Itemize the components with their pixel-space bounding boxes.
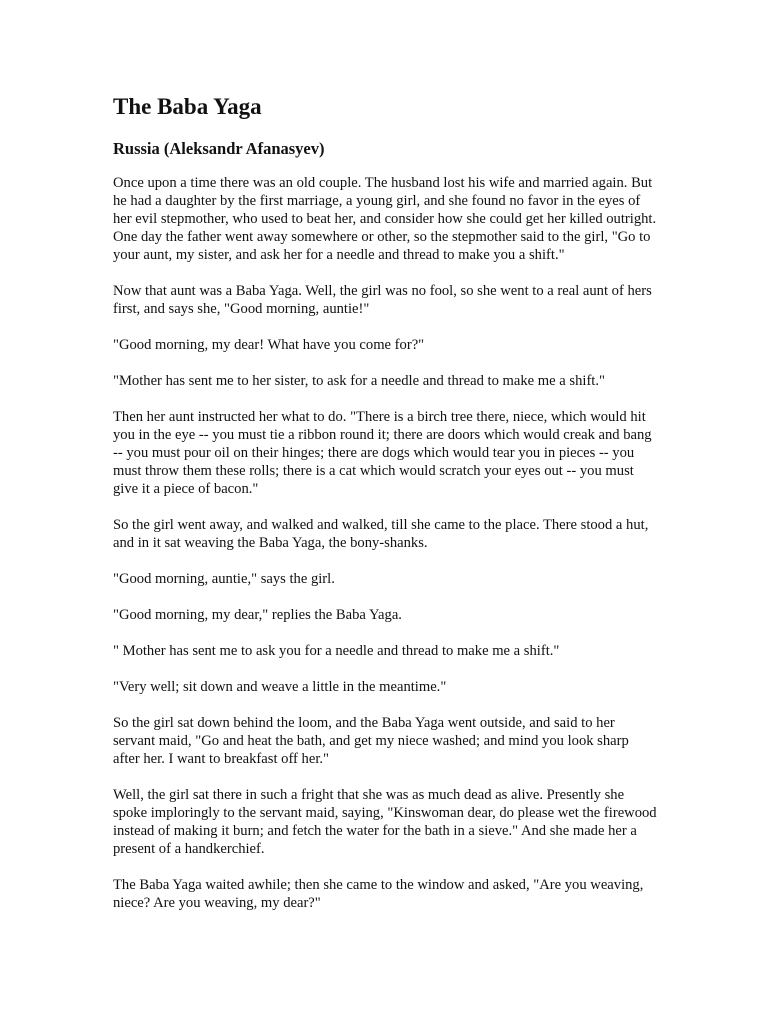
paragraph: So the girl sat down behind the loom, and the Baba Yaga went outside, and said to her servant maid, "Go and heat the bath, and get my niece washed; and mind you look sharp after her. I want to breakfast off her."	[113, 715, 629, 767]
document-page	[113, 90, 658, 930]
paragraph: "Good morning, my dear! What have you come for?"	[113, 337, 425, 353]
paragraph: So the girl went away, and walked and walked, till she came to the place. There stood a hut, and in it sat weaving the Baba Yaga, the bony-shanks.	[113, 517, 649, 551]
paragraph: "Good morning, auntie," says the girl.	[113, 571, 335, 587]
paragraph: The Baba Yaga waited awhile; then she came to the window and asked, "Are you weaving, niece? Are you weaving, my dear?"	[113, 877, 644, 911]
paragraph: Now that aunt was a Baba Yaga. Well, the girl was no fool, so she went to a real aunt of hers first, and says she, "Good morning, auntie!"	[113, 283, 652, 317]
paragraph: " Mother has sent me to ask you for a needle and thread to make me a shift."	[113, 643, 560, 659]
paragraph: "Mother has sent me to her sister, to ask for a needle and thread to make me a shift."	[113, 373, 605, 389]
paragraph: "Very well; sit down and weave a little in the meantime."	[113, 679, 447, 695]
paragraph: Then her aunt instructed her what to do. "There is a birch tree there, niece, which would hit you in the eye -- you must tie a ribbon round it; there are doors which would creak and bang -- you must pour oil on their hinges; there are dogs which would tear you in pieces -- you must throw them these rolls; there is a cat which would scratch your eyes out -- you must give it a piece of bacon."	[113, 409, 652, 497]
page-subtitle: Russia (Aleksandr Afanasyev)	[113, 139, 325, 158]
story-body	[113, 174, 658, 912]
paragraph: Once upon a time there was an old couple. The husband lost his wife and married again. But he had a daughter by the first marriage, a young girl, and she found no favor in the eyes of her evil stepmother, who used to beat her, and consider how she could get her killed outright. One day the father went away somewhere or other, so the stepmother said to the girl, "Go to your aunt, my sister, and ask her for a needle and thread to make you a shift."	[113, 175, 657, 263]
paragraph: Well, the girl sat there in such a fright that she was as much dead as alive. Presently she spoke imploringly to the servant maid, saying, "Kinswoman dear, do please wet the firewood instead of making it burn; and fetch the water for the bath in a sieve." And she made her a present of a handkerchief.	[113, 787, 657, 857]
paragraph: "Good morning, my dear," replies the Baba Yaga.	[113, 607, 402, 623]
page-title: The Baba Yaga	[113, 94, 262, 119]
